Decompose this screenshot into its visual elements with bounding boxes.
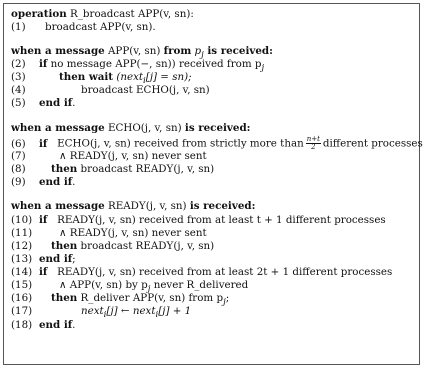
subscript: j [223,297,226,308]
keyword-then: then [51,240,78,252]
line-14 [11,266,392,279]
line-number: (1) [11,21,26,33]
subscript: i [103,310,107,321]
keyword-received: is received: [189,200,256,212]
line-8 [11,163,214,176]
keyword-end-if: end if [39,97,73,109]
fraction-denominator: 2 [311,143,316,151]
keyword-when: when a message [11,200,105,212]
message-name: APP(v, sn) [104,45,164,57]
line-number: (15) [11,279,33,291]
keyword-when: when a message [11,45,105,57]
line-11 [11,227,207,240]
keyword-end-if: end if [39,176,73,188]
keyword-operation: operation [11,8,67,20]
line-number: (9) [11,176,26,188]
keyword-then: then [51,292,78,304]
subscript: j [147,284,151,295]
process-var: p [191,45,202,57]
line-number: (12) [11,240,33,252]
line-number: (6) [11,137,26,150]
keyword-then-wait: then wait [59,71,114,83]
handler-ready-header [11,200,255,213]
line-number: (8) [11,163,26,175]
subscript: j [261,63,265,74]
line-7 [11,150,207,163]
subscript: j [201,50,204,61]
punctuation: . [72,319,76,331]
line-text: [j] + 1 [158,305,192,317]
keyword-then: then [51,163,78,175]
line-text: ECHO(j, v, sn) received from strictly more than [47,137,304,150]
line-text: broadcast READY(j, v, sn) [77,163,215,175]
line-12 [11,240,214,253]
message-name: ECHO(j, v, sn) [104,122,185,134]
line-text: different processes [322,137,423,150]
line-text: READY(j, v, sn) received from at least 2t + 1 different processes [47,266,393,278]
line-6 [11,136,423,151]
var-next: next [81,305,104,317]
line-number: (11) [11,227,33,239]
line-number: (10) [11,214,33,226]
algorithm-box [3,3,423,365]
keyword-received: is received: [184,122,251,134]
line-text: [j] = sn); [145,71,192,83]
fraction-numerator: n+t [306,135,320,143]
line-1 [11,21,156,34]
keyword-if: if [39,58,48,70]
fraction [306,136,321,151]
line-text: ∧ READY(j, v, sn) never sent [59,227,207,239]
line-number: (17) [11,305,33,317]
line-5 [11,97,75,110]
line-text: no message APP(−, sn)) received from p [47,58,262,70]
line-number: (18) [11,319,33,331]
line-number: (16) [11,292,33,304]
line-text: ∧ READY(j, v, sn) never sent [59,150,207,162]
subscript: i [143,76,146,87]
keyword-from: from [163,45,192,57]
line-9 [11,176,75,189]
line-number: (4) [11,84,26,96]
line-text: broadcast APP(v, sn). [45,21,156,33]
operation-header [11,8,194,21]
line-text: broadcast READY(j, v, sn) [77,240,215,252]
line-18 [11,319,75,332]
line-text: (next [113,71,144,83]
line-number: (7) [11,150,26,162]
keyword-received: is received: [203,45,273,57]
line-number: (3) [11,71,26,83]
keyword-end-if: end if [39,253,73,265]
line-10 [11,214,386,227]
line-text: R_deliver APP(v, sn) from p [77,292,224,304]
line-number: (13) [11,253,33,265]
line-text: never R_delivered [150,279,249,291]
punctuation: ; [72,253,76,265]
punctuation: . [72,97,76,109]
message-name: READY(j, v, sn) [104,200,190,212]
operation-signature: R_broadcast APP(v, sn): [66,8,194,20]
line-text: READY(j, v, sn) received from at least t + 1 different processes [47,214,386,226]
handler-echo-header [11,122,250,135]
keyword-if: if [39,214,48,226]
line-13 [11,253,76,266]
line-4 [11,84,210,97]
punctuation: . [72,176,76,188]
keyword-if: if [39,266,48,278]
keyword-end-if: end if [39,319,73,331]
line-number: (5) [11,97,26,109]
line-text: ; [225,292,230,304]
subscript: i [155,310,159,321]
keyword-when: when a message [11,122,105,134]
line-number: (2) [11,58,26,70]
line-text: ∧ APP(v, sn) by p [59,279,148,291]
keyword-if: if [39,137,48,150]
line-text: [j] ← next [106,305,156,317]
line-text: broadcast ECHO(j, v, sn) [81,84,210,96]
line-number: (14) [11,266,33,278]
